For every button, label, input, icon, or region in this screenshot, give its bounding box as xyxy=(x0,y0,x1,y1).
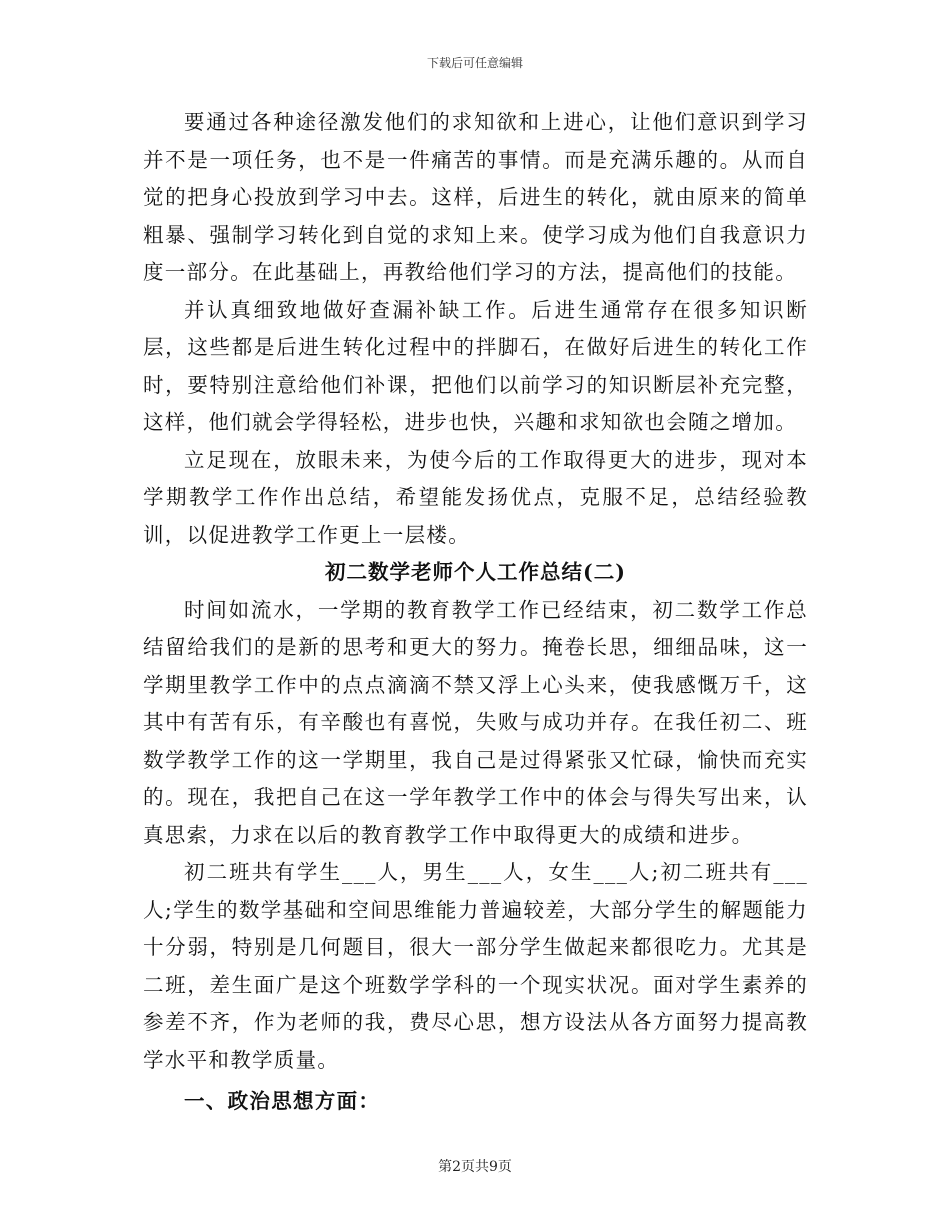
page-number: 第2页共9页 xyxy=(438,1159,512,1175)
section-title: 初二数学老师个人工作总结(二) xyxy=(325,560,626,584)
document-body xyxy=(143,104,808,1121)
body-paragraph: 立足现在，放眼未来，为使今后的工作取得更大的进步，现对本学期教学工作作出总结，希望能发扬优点，克服不足，总结经验教训，以促进教学工作更上一层楼。 xyxy=(143,447,808,547)
body-paragraph: 并认真细致地做好查漏补缺工作。后进生通常存在很多知识断层，这些都是后进生转化过程中的拌脚石，在做好后进生的转化工作时，要特别注意给他们补课，把他们以前学习的知识断层补充完整，这样，他们就会学得轻松，进步也快，兴趣和求知欲也会随之增加。 xyxy=(143,297,808,434)
section-paragraph: 初二班共有学生___人，男生___人，女生___人;初二班共有___人;学生的数学基础和空间思维能力普遍较差，大部分学生的解题能力十分弱，特别是几何题目，很大一部分学生做起来都很吃力。尤其是二班，差生面广是这个班数学学科的一个现实状况。面对学生素养的参差不齐，作为老师的我，费尽心思，想方设法从各方面努力提高教学水平和教学质量。 xyxy=(143,860,808,1072)
subsection-heading: 一、政治思想方面： xyxy=(184,1089,381,1113)
body-paragraph: 要通过各种途径激发他们的求知欲和上进心，让他们意识到学习并不是一项任务，也不是一件痛苦的事情。而是充满乐趣的。从而自觉的把身心投放到学习中去。这样，后进生的转化，就由原来的简单粗暴、强制学习转化到自觉的求知上来。使学习成为他们自我意识力度一部分。在此基础上，再教给他们学习的方法，提高他们的技能。 xyxy=(143,110,808,284)
header-note: 下载后可任意编辑 xyxy=(426,56,523,70)
section-paragraph: 时间如流水，一学期的教育教学工作已经结束，初二数学工作总结留给我们的是新的思考和更大的努力。掩卷长思，细细品味，这一学期里教学工作中的点点滴滴不禁又浮上心头来，使我感慨万千，这其中有苦有乐，有辛酸也有喜悦，失败与成功并存。在我任初二、班数学教学工作的这一学期里，我自己是过得紧张又忙碌，愉快而充实的。现在，我把自己在这一学年教学工作中的体会与得失写出来，认真思索，力求在以后的教育教学工作中取得更大的成绩和进步。 xyxy=(143,597,808,847)
